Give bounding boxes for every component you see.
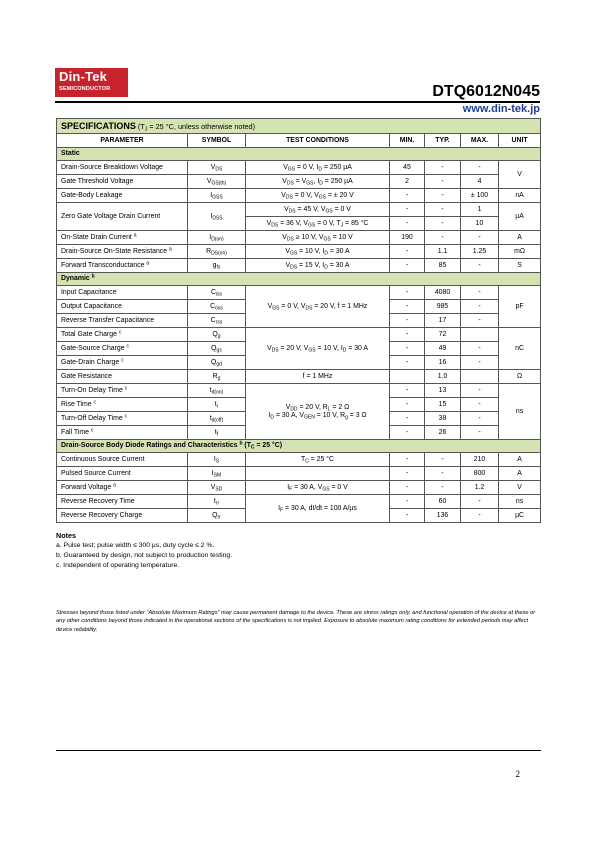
condition-cell: $I_F = 30$ A, $V_{GS} = 0$ V <box>246 481 390 495</box>
unit-cell: V <box>499 161 541 189</box>
param-cell: Drain-Source Breakdown Voltage <box>57 161 188 175</box>
column-header: UNIT <box>499 134 541 148</box>
unit-cell: ns <box>499 384 541 440</box>
table-title: SPECIFICATIONS ($T_J = 25$ °C, unless otherwise noted) <box>57 119 541 134</box>
min-cell: - <box>390 495 425 509</box>
max-cell: 1.2 <box>461 481 499 495</box>
table-row <box>57 495 541 509</box>
param-cell: Pulsed Source Current <box>57 467 188 481</box>
min-cell: - <box>390 286 425 300</box>
min-cell: - <box>390 356 425 370</box>
param-cell: Forward Transconductance $^a$ <box>57 259 188 273</box>
typ-cell: 72 <box>425 328 461 342</box>
param-cell: Gate-Source Charge $^c$ <box>57 342 188 356</box>
unit-cell: A <box>499 231 541 245</box>
max-cell: 800 <box>461 467 499 481</box>
typ-cell: 26 <box>425 426 461 440</box>
condition-cell: $I_F = 30$ A, dI/dt = 100 A/µs <box>246 495 390 523</box>
unit-cell: µC <box>499 509 541 523</box>
max-cell: - <box>461 398 499 412</box>
typ-cell: 15 <box>425 398 461 412</box>
param-cell: Reverse Transfer Capacitance <box>57 314 188 328</box>
website-link[interactable]: www.din-tek.jp <box>462 103 540 115</box>
condition-cell: f = 1 MHz <box>246 370 390 384</box>
symbol-cell: $Q_{gs}$ <box>188 342 246 356</box>
param-cell: Forward Voltage $^a$ <box>57 481 188 495</box>
column-header: TEST CONDITIONS <box>246 134 390 148</box>
symbol-cell: $C_{oss}$ <box>188 300 246 314</box>
max-cell: - <box>461 342 499 356</box>
column-header: TYP. <box>425 134 461 148</box>
column-header: MIN. <box>390 134 425 148</box>
min-cell <box>390 370 425 384</box>
max-cell: - <box>461 300 499 314</box>
min-cell: - <box>390 342 425 356</box>
section-label: Drain-Source Body Diode Ratings and Characteristics $^b$ ($T_C = 25$ °C) <box>57 440 541 453</box>
company-logo <box>55 68 128 97</box>
min-cell: - <box>390 481 425 495</box>
param-cell: On-State Drain Current $^a$ <box>57 231 188 245</box>
condition-cell: $V_{DS} \ge 10$ V, $V_{GS} = 10$ V <box>246 231 390 245</box>
param-cell: Rise Time $^c$ <box>57 398 188 412</box>
symbol-cell: $I_{D(on)}$ <box>188 231 246 245</box>
condition-cell: $V_{GS} = 10$ V, $I_D = 30$ A <box>246 245 390 259</box>
table-row <box>57 189 541 203</box>
condition-cell: $V_{DS} = 20$ V, $V_{GS} = 10$ V, $I_D = 30$ A <box>246 328 390 370</box>
min-cell: - <box>390 426 425 440</box>
max-cell: - <box>461 259 499 273</box>
min-cell: - <box>390 314 425 328</box>
condition-cell: $V_{DS} = 15$ V, $I_D = 30$ A <box>246 259 390 273</box>
max-cell: - <box>461 509 499 523</box>
max-cell: - <box>461 384 499 398</box>
typ-cell: 49 <box>425 342 461 356</box>
typ-cell: 60 <box>425 495 461 509</box>
symbol-cell: $I_{SM}$ <box>188 467 246 481</box>
min-cell: - <box>390 203 425 217</box>
condition-cell: $V_{DS} = 36$ V, $V_{GS} = 0$ V, $T_J = 85$ °C <box>246 217 390 231</box>
unit-cell: µA <box>499 203 541 231</box>
disclaimer-text: Stresses beyond those listed under “Absolute Maximum Ratings” may cause permanent damage to the device. These are stress ratings only, and functional operation of the device at these or any other conditions beyond those indicated in the operational sections of the specifications is not implied. Exposure to absolute maximum rating conditions for extended periods may affect device reliability. <box>56 610 536 633</box>
table-row <box>57 175 541 189</box>
unit-cell: A <box>499 453 541 467</box>
unit-cell: V <box>499 481 541 495</box>
min-cell: - <box>390 509 425 523</box>
typ-cell: - <box>425 453 461 467</box>
condition-cell: $V_{GS} = 0$ V, $I_D = 250$ µA <box>246 161 390 175</box>
table-row <box>57 467 541 481</box>
max-cell <box>461 328 499 342</box>
specifications-table <box>56 118 541 523</box>
min-cell: - <box>390 398 425 412</box>
table-row <box>57 203 541 217</box>
min-cell: - <box>390 453 425 467</box>
section-label: Static <box>57 148 541 161</box>
unit-cell: nA <box>499 189 541 203</box>
table-row <box>57 259 541 273</box>
max-cell: - <box>461 231 499 245</box>
symbol-cell: $Q_{gd}$ <box>188 356 246 370</box>
section-label: Dynamic $^b$ <box>57 273 541 286</box>
param-cell: Gate Threshold Voltage <box>57 175 188 189</box>
symbol-cell: $t_{d(on)}$ <box>188 384 246 398</box>
unit-cell: mΩ <box>499 245 541 259</box>
typ-cell: 4080 <box>425 286 461 300</box>
table-row <box>57 286 541 300</box>
typ-cell: - <box>425 481 461 495</box>
typ-cell: 1.0 <box>425 370 461 384</box>
unit-cell: pF <box>499 286 541 328</box>
unit-cell: A <box>499 467 541 481</box>
typ-cell: - <box>425 231 461 245</box>
max-cell: 1.25 <box>461 245 499 259</box>
condition-cell: $V_{GS} = 0$ V, $V_{DS} = 20$ V, f = 1 MHz <box>246 286 390 328</box>
column-header: SYMBOL <box>188 134 246 148</box>
symbol-cell: $R_g$ <box>188 370 246 384</box>
table-row <box>57 161 541 175</box>
max-cell: - <box>461 356 499 370</box>
symbol-cell: $R_{DS(on)}$ <box>188 245 246 259</box>
min-cell: 2 <box>390 175 425 189</box>
logo-tagline: SEMICONDUCTOR <box>59 86 111 92</box>
notes <box>56 531 232 571</box>
max-cell: - <box>461 314 499 328</box>
typ-cell: 17 <box>425 314 461 328</box>
typ-cell: 16 <box>425 356 461 370</box>
table-row <box>57 370 541 384</box>
section-body-diode <box>57 440 541 453</box>
symbol-cell: $Q_{rr}$ <box>188 509 246 523</box>
symbol-cell: $V_{DS}$ <box>188 161 246 175</box>
footer-rule <box>56 750 541 751</box>
min-cell: 45 <box>390 161 425 175</box>
symbol-cell: $t_{rr}$ <box>188 495 246 509</box>
min-cell: - <box>390 328 425 342</box>
column-header: MAX. <box>461 134 499 148</box>
typ-cell: 136 <box>425 509 461 523</box>
symbol-cell: $V_{SD}$ <box>188 481 246 495</box>
max-cell: 210 <box>461 453 499 467</box>
symbol-cell: $t_{d(off)}$ <box>188 412 246 426</box>
typ-cell: 85 <box>425 259 461 273</box>
note-a: a. Pulse test; pulse width ≤ 300 µs, duty cycle ≤ 2 %. <box>56 542 215 549</box>
table-row <box>57 384 541 398</box>
column-header: PARAMETER <box>57 134 188 148</box>
param-cell: Gate-Body Leakage <box>57 189 188 203</box>
param-cell: Turn-On Delay Time $^c$ <box>57 384 188 398</box>
symbol-cell: $I_{DSS}$ <box>188 203 246 231</box>
note-c: c. Independent of operating temperature. <box>56 562 180 569</box>
param-cell: Gate-Drain Charge $^c$ <box>57 356 188 370</box>
min-cell: - <box>390 384 425 398</box>
symbol-cell: $I_{GSS}$ <box>188 189 246 203</box>
max-cell: - <box>461 426 499 440</box>
unit-cell: Ω <box>499 370 541 384</box>
max-cell: - <box>461 495 499 509</box>
symbol-cell: $C_{iss}$ <box>188 286 246 300</box>
symbol-cell: $Q_g$ <box>188 328 246 342</box>
condition-cell: $V_{DD} = 20$ V, $R_L = 2$ Ω $I_D = 30$ A, $V_{GEN} = 10$ V, $R_g = 3$ Ω <box>246 384 390 440</box>
part-number: DTQ6012N045 <box>432 83 540 100</box>
condition-cell: $V_{DS} = V_{GS}$, $I_D = 250$ µA <box>246 175 390 189</box>
max-cell <box>461 370 499 384</box>
min-cell: - <box>390 189 425 203</box>
symbol-cell: $g_{fs}$ <box>188 259 246 273</box>
typ-cell: - <box>425 189 461 203</box>
typ-cell: - <box>425 217 461 231</box>
param-cell: Reverse Recovery Time <box>57 495 188 509</box>
table-row <box>57 245 541 259</box>
table-row <box>57 231 541 245</box>
unit-cell: ns <box>499 495 541 509</box>
unit-cell: S <box>499 259 541 273</box>
logo-name: Din-Tek <box>59 69 108 84</box>
param-cell: Total Gate Charge $^c$ <box>57 328 188 342</box>
max-cell: - <box>461 286 499 300</box>
max-cell: 4 <box>461 175 499 189</box>
table-title-row <box>57 119 541 134</box>
condition-cell <box>246 467 390 481</box>
symbol-cell: $C_{rss}$ <box>188 314 246 328</box>
typ-cell: 1.1 <box>425 245 461 259</box>
param-cell: Turn-Off Delay Time $^c$ <box>57 412 188 426</box>
param-cell: Gate Resistance <box>57 370 188 384</box>
symbol-cell: $t_f$ <box>188 426 246 440</box>
typ-cell: 985 <box>425 300 461 314</box>
condition-cell: $T_C = 25$ °C <box>246 453 390 467</box>
page-number: 2 <box>515 769 520 779</box>
notes-heading: Notes <box>56 531 76 540</box>
typ-cell: - <box>425 203 461 217</box>
note-b: b. Guaranteed by design, not subject to production testing. <box>56 552 233 559</box>
max-cell: 10 <box>461 217 499 231</box>
section-dynamic <box>57 273 541 286</box>
param-cell: Input Capacitance <box>57 286 188 300</box>
typ-cell: - <box>425 467 461 481</box>
unit-cell: nC <box>499 328 541 370</box>
table-header-row <box>57 134 541 148</box>
param-cell: Continuous Source Current <box>57 453 188 467</box>
condition-cell: $V_{DS} = 0$ V, $V_{GS}$ = ± 20 V <box>246 189 390 203</box>
min-cell: - <box>390 259 425 273</box>
param-cell: Drain-Source On-State Resistance $^a$ <box>57 245 188 259</box>
symbol-cell: $V_{GS(th)}$ <box>188 175 246 189</box>
typ-cell: 38 <box>425 412 461 426</box>
table-row <box>57 453 541 467</box>
max-cell: - <box>461 412 499 426</box>
condition-cell: $V_{DS} = 45$ V, $V_{GS} = 0$ V <box>246 203 390 217</box>
table-row <box>57 481 541 495</box>
typ-cell: - <box>425 175 461 189</box>
param-cell: Output Capacitance <box>57 300 188 314</box>
max-cell: - <box>461 161 499 175</box>
max-cell: 1 <box>461 203 499 217</box>
param-cell: Fall Time $^c$ <box>57 426 188 440</box>
table-row <box>57 328 541 342</box>
min-cell: - <box>390 217 425 231</box>
max-cell: ± 100 <box>461 189 499 203</box>
min-cell: 190 <box>390 231 425 245</box>
min-cell: - <box>390 300 425 314</box>
section-static <box>57 148 541 161</box>
typ-cell: 13 <box>425 384 461 398</box>
min-cell: - <box>390 245 425 259</box>
min-cell: - <box>390 412 425 426</box>
min-cell: - <box>390 467 425 481</box>
symbol-cell: $t_r$ <box>188 398 246 412</box>
symbol-cell: $I_S$ <box>188 453 246 467</box>
param-cell: Reverse Recovery Charge <box>57 509 188 523</box>
param-cell: Zero Gate Voltage Drain Current <box>57 203 188 231</box>
typ-cell: - <box>425 161 461 175</box>
